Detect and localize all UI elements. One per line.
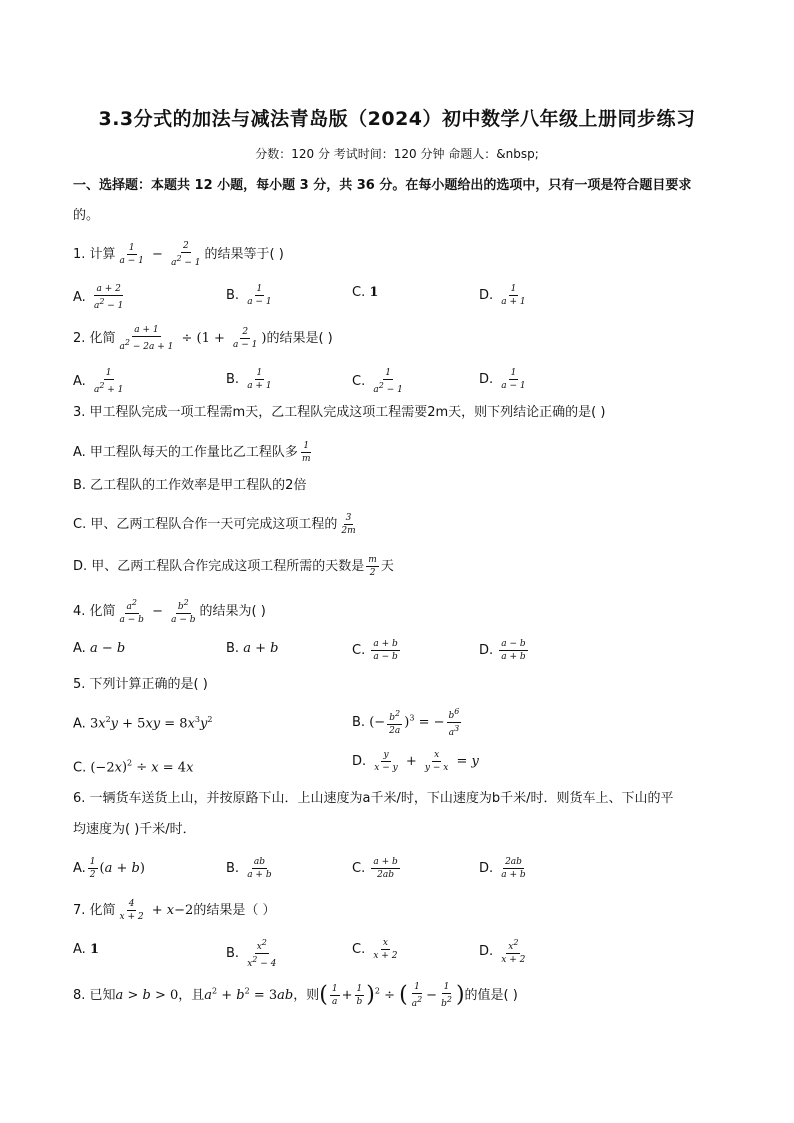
q5-option-b[interactable]: B. (− $\frac{b^2}{2a}$ )$^3$ = − $\frac{b^6}{a^3}$: [352, 707, 460, 738]
q1-option-c[interactable]: C. 1: [352, 285, 379, 300]
section-instructions-line2: 的。: [73, 208, 100, 223]
exam-info: 分数：120 分 考试时间：120 分钟 命题人：&nbsp;: [255, 147, 539, 161]
q5-option-c[interactable]: C. $(-2x)^2 \div x = 4x$: [73, 759, 194, 776]
section-instructions-line1: 一、选择题：本题共 12 小题，每小题 3 分，共 36 分。在每小题给出的选项中，只有一项是符合题目要求: [73, 178, 692, 193]
page-title: 3.3分式的加法与减法青岛版（2024）初中数学八年级上册同步练习: [98, 108, 696, 130]
q4-option-c[interactable]: C. $\frac{a + b}{a - b}$: [352, 639, 398, 662]
q3-option-d[interactable]: D. 甲、乙两工程队合作完成这项工程所需的天数是 $\frac{m}{2}$ 天: [73, 555, 394, 578]
q7-option-d[interactable]: D. $\frac{x^2}{x + 2}$: [479, 938, 526, 965]
q1-option-b[interactable]: B. $\frac{1}{a - 1}$: [226, 284, 272, 307]
q2-option-c[interactable]: C. $\frac{1}{a^2 - 1}$: [352, 368, 403, 395]
q1-option-a[interactable]: A. $\frac{a + 2}{a^2 - 1}$: [73, 284, 124, 311]
q6-option-c[interactable]: C. $\frac{a + b}{2ab}$: [352, 857, 398, 880]
q2-option-a[interactable]: A. $\frac{1}{a^2 + 1}$: [73, 368, 124, 395]
q2-option-d[interactable]: D. $\frac{1}{a - 1}$: [479, 368, 526, 391]
question-6-stem-line1: 6. 一辆货车送货上山，并按原路下山．上山速度为a千米/时，下山速度为b千米/时．则货车上、下山的平: [73, 791, 674, 806]
question-5-stem: 5. 下列计算正确的是( ): [73, 677, 208, 692]
q3-option-a[interactable]: A. 甲工程队每天的工作量比乙工程队多 $\frac{1}{m}$: [73, 441, 311, 464]
q6-option-a[interactable]: A. $\frac{1}{2}$ (a + b): [73, 857, 145, 880]
q4-option-d[interactable]: D. $\frac{a - b}{a + b}$: [479, 639, 526, 662]
fraction: $\frac{1}{a - 1}$: [119, 243, 144, 266]
question-4-stem: 4. 化简 $\frac{a^2}{a - b}$ − $\frac{b^2}{a - b}$ 的结果为( ): [73, 598, 266, 625]
question-8-stem: 8. 已知a > b > 0，且$a^2 + b^2 = 3ab$，则( $\frac{1}{a}$ + $\frac{1}{b}$ )$^2$ ÷ ( $\frac{1}{a^2}$ − $\frac{1}{b^2}$ )的值是( ): [73, 982, 518, 1009]
question-1-stem: 1. 计算 $\frac{1}{a - 1}$ − $\frac{2}{a^2 - 1}$ 的结果等于( ): [73, 241, 284, 268]
q3-option-b[interactable]: B. 乙工程队的工作效率是甲工程队的2倍: [73, 478, 307, 493]
question-7-stem: 7. 化简 $\frac{4}{x + 2}$ + x−2的结果是（ ）: [73, 899, 276, 922]
q6-option-d[interactable]: D. $\frac{2ab}{a + b}$: [479, 857, 526, 880]
fraction: $\frac{2}{a^2 - 1}$: [171, 241, 201, 268]
q5-option-a[interactable]: A. $3x^2y + 5xy = 8x^3y^2$: [73, 715, 213, 732]
q7-option-b[interactable]: B. $\frac{x^2}{x^2 - 4}$: [226, 938, 277, 969]
q4-option-a[interactable]: A. a − b: [73, 641, 126, 656]
q1-option-d[interactable]: D. $\frac{1}{a + 1}$: [479, 284, 526, 307]
question-3-stem: 3. 甲工程队完成一项工程需m天，乙工程队完成这项工程需要2m天，则下列结论正确的是( ): [73, 405, 606, 420]
q6-option-b[interactable]: B. $\frac{ab}{a + b}$: [226, 857, 272, 880]
question-6-stem-line2: 均速度为( )千米/时．: [73, 822, 196, 837]
q7-option-a[interactable]: A. 1: [73, 942, 99, 957]
question-2-stem: 2. 化简 $\frac{a + 1}{a^2 - 2a + 1}$ ÷ (1 + $\frac{2}{a - 1}$ )的结果是( ): [73, 325, 333, 352]
q3-option-c[interactable]: C. 甲、乙两工程队合作一天可完成这项工程的 $\frac{3}{2m}$: [73, 513, 356, 536]
q5-option-d[interactable]: D. $\frac{y}{x - y}$ + $\frac{x}{y - x}$ = y: [352, 750, 479, 773]
q2-option-b[interactable]: B. $\frac{1}{a + 1}$: [226, 368, 272, 391]
q4-option-b[interactable]: B. a + b: [226, 641, 279, 656]
q7-option-c[interactable]: C. $\frac{x}{x + 2}$: [352, 938, 398, 961]
